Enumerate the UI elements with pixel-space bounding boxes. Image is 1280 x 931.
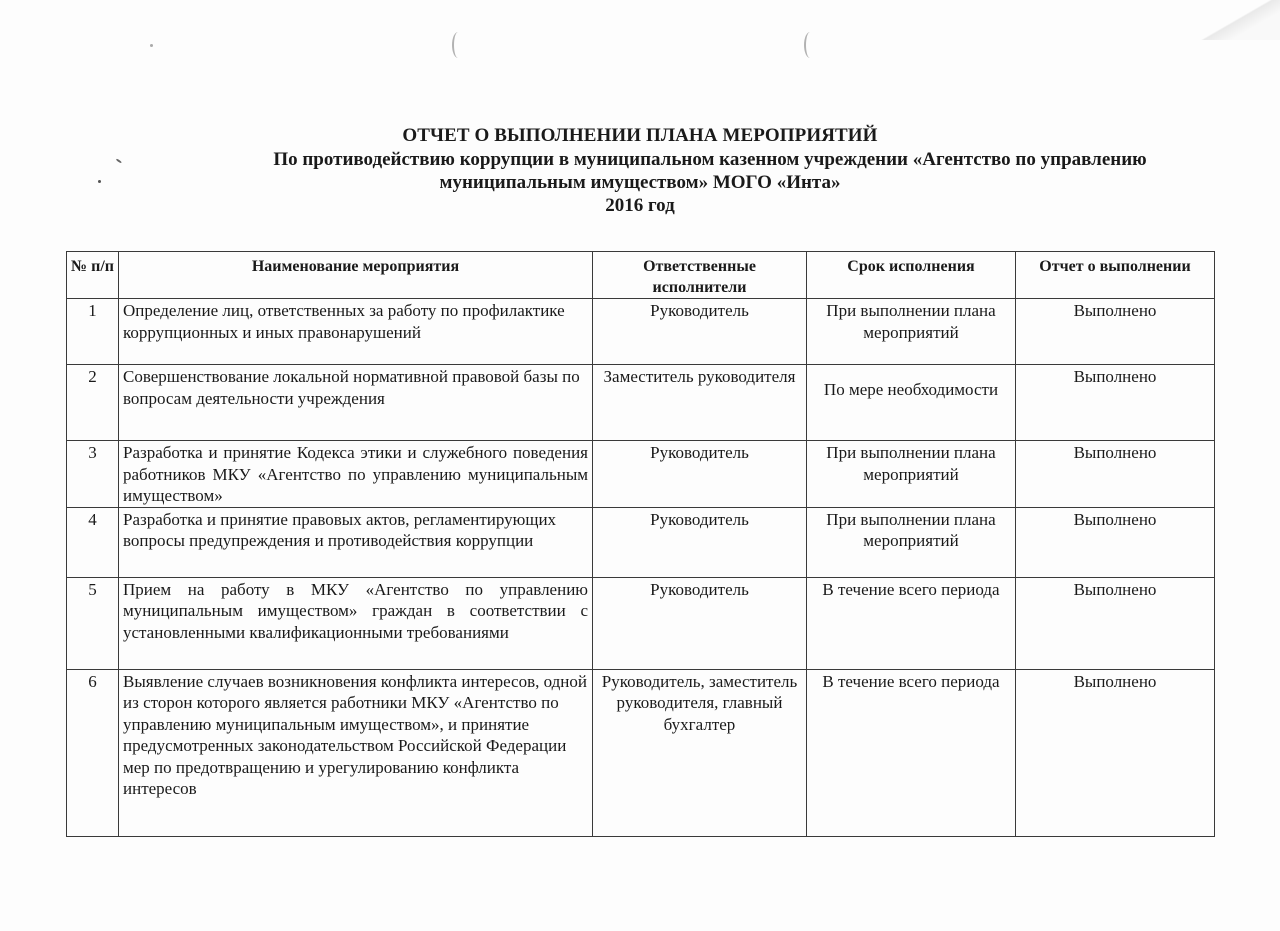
cell-report: Выполнено	[1016, 299, 1215, 365]
document-year: 2016 год	[605, 195, 675, 216]
header-report: Отчет о выполнении	[1016, 252, 1215, 299]
table-row	[67, 577, 1215, 669]
table-row	[67, 507, 1215, 577]
cell-deadline: При выполнении плана мероприятий	[807, 441, 1016, 508]
cell-num: 1	[67, 299, 119, 365]
page-fold-shadow	[1190, 0, 1280, 40]
cell-num: 5	[67, 577, 119, 669]
table-header-row	[67, 252, 1215, 299]
table-row	[67, 299, 1215, 365]
header-deadline: Срок исполнения	[807, 252, 1016, 299]
header-name: Наименование мероприятия	[119, 252, 593, 299]
cell-report: Выполнено	[1016, 669, 1215, 836]
cell-report: Выполнено	[1016, 441, 1215, 508]
report-table	[66, 251, 1215, 837]
cell-name: Определение лиц, ответственных за работу по профилактике коррупционных и иных правонарушений	[119, 299, 593, 365]
cell-name: Выявление случаев возникновения конфликта интересов, одной из сторон которого является работники МКУ «Агентство по управлению муниципальным имуществом», и принятие предусмотренных законодательством Российской Федерации мер по предотвращению и урегулированию конфликта интересов	[119, 669, 593, 836]
cell-responsible: Руководитель	[593, 441, 807, 508]
document-title: ОТЧЕТ О ВЫПОЛНЕНИИ ПЛАНА МЕРОПРИЯТИЙ	[402, 125, 878, 146]
table-row	[67, 365, 1215, 441]
document-subtitle-line2: муниципальным имуществом» МОГО «Инта»	[439, 172, 841, 193]
cell-deadline: При выполнении плана мероприятий	[807, 507, 1016, 577]
cell-report: Выполнено	[1016, 577, 1215, 669]
cell-deadline: По мере необходимости	[807, 365, 1016, 441]
cell-num: 4	[67, 507, 119, 577]
cell-responsible: Руководитель	[593, 299, 807, 365]
cell-num: 6	[67, 669, 119, 836]
cell-deadline: При выполнении плана мероприятий	[807, 299, 1016, 365]
header-responsible: Ответственные исполнители	[593, 252, 807, 299]
cell-num: 3	[67, 441, 119, 508]
header-num: № п/п	[67, 252, 119, 299]
cell-num: 2	[67, 365, 119, 441]
punch-hole-mark-left	[452, 32, 464, 58]
cell-name: Прием на работу в МКУ «Агентство по управлению муниципальным имуществом» граждан в соответствии с установленными квалификационными требованиями	[119, 577, 593, 669]
cell-name: Разработка и принятие Кодекса этики и служебного поведения работников МКУ «Агентство по управлению муниципальным имуществом»	[119, 441, 593, 508]
cell-responsible: Руководитель, заместитель руководителя, главный бухгалтер	[593, 669, 807, 836]
cell-deadline: В течение всего периода	[807, 669, 1016, 836]
cell-responsible: Руководитель	[593, 577, 807, 669]
punch-hole-mark-right	[804, 32, 816, 58]
scan-speck	[150, 44, 153, 47]
cell-name: Разработка и принятие правовых актов, регламентирующих вопросы предупреждения и противодействия коррупции	[119, 507, 593, 577]
table-row	[67, 669, 1215, 836]
table-row	[67, 441, 1215, 508]
cell-name: Совершенствование локальной нормативной правовой базы по вопросам деятельности учреждения	[119, 365, 593, 441]
document-subtitle-line1: По противодействию коррупции в муниципальном казенном учреждении «Агентство по управлению	[273, 149, 1147, 170]
cell-report: Выполнено	[1016, 365, 1215, 441]
cell-responsible: Руководитель	[593, 507, 807, 577]
cell-report: Выполнено	[1016, 507, 1215, 577]
document-header	[0, 124, 1280, 218]
cell-responsible: Заместитель руководителя	[593, 365, 807, 441]
cell-deadline: В течение всего периода	[807, 577, 1016, 669]
